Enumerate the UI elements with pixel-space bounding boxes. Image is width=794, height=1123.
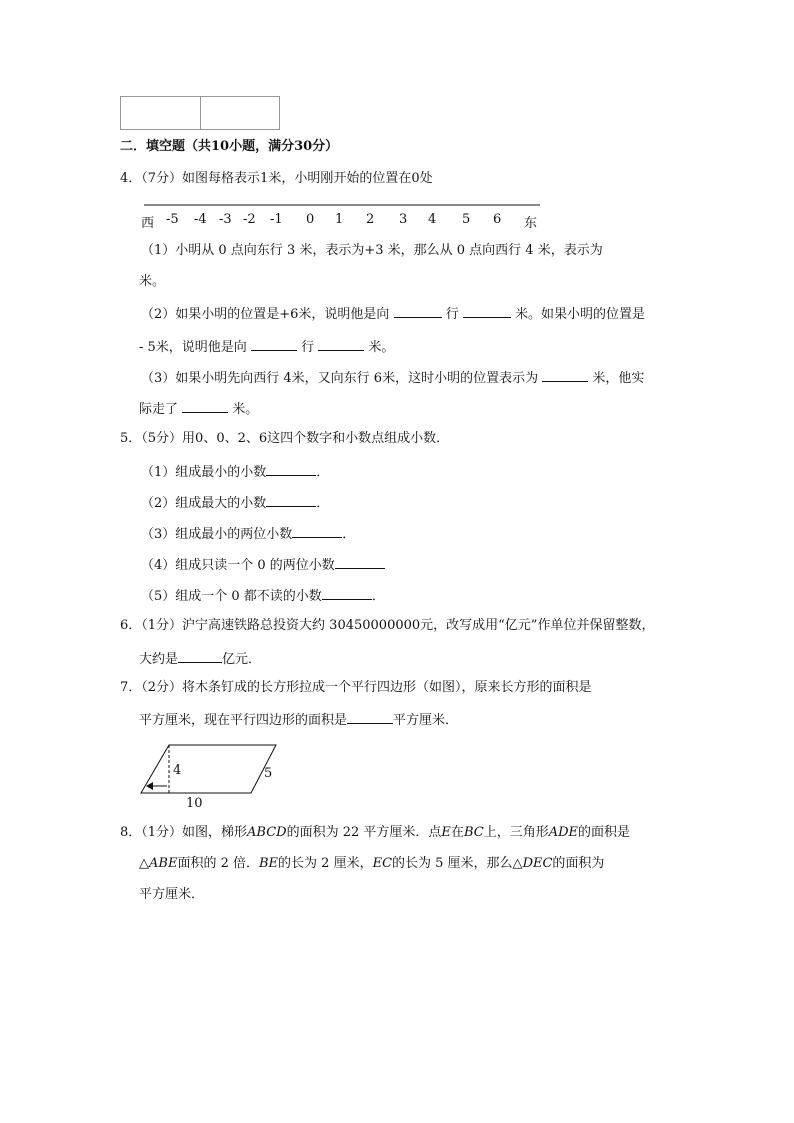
number-line-tick: -3 <box>219 212 232 227</box>
q8-var: ABCD <box>247 825 287 840</box>
q8-text: 的面积为 <box>552 856 605 871</box>
q7-text: 平方厘米，现在平行四边形的面积是 <box>139 713 348 728</box>
q6-text: 大约是 <box>139 652 179 667</box>
q6-line1: 6．（1分）沪宁高速铁路总投资大约 30450000000元，改写成用“亿元”作单位并保留整数， <box>120 618 655 633</box>
q4-stem: 4．（7分）如图每格表示1米，小明刚开始的位置在0处 <box>120 171 433 186</box>
number-line-tick: 0 <box>306 212 315 227</box>
parallelogram-base-label: 10 <box>186 796 203 811</box>
q4-part2-text: 行 <box>301 340 315 355</box>
q4-part1-line2: 米。 <box>139 274 166 289</box>
q8-var: EC <box>372 856 393 871</box>
q4-part2-text: 米。如果小明的位置是 <box>515 307 646 322</box>
q4-part1-line1: （1）小明从 0 点向东行 3 米，表示为+3 米，那么从 0 点向西行 4 米，表示为 <box>141 243 603 258</box>
q5-item-text: （3）组成最小的两位小数 <box>141 527 293 542</box>
section-title: 二．填空题（共10小题，满分30分） <box>120 139 339 154</box>
q7-text: 平方厘米． <box>393 713 459 728</box>
q8-var: ADE <box>548 825 579 840</box>
q8-var: BE <box>258 856 279 871</box>
q8-var: BC <box>463 825 484 840</box>
number-line-tick: -5 <box>166 212 179 227</box>
q7-line1: 7．（2分）将木条钉成的长方形拉成一个平行四边形（如图），原来长方形的面积是 <box>120 680 592 695</box>
number-line-tick: 5 <box>462 212 471 227</box>
number-line-tick: 3 <box>399 212 408 227</box>
q8-text: 的面积为 22 平方厘米．点 <box>286 825 442 840</box>
number-line-tick: -2 <box>243 212 256 227</box>
number-line-tick: -1 <box>270 212 283 227</box>
number-line-west: 西 <box>141 216 155 231</box>
q6-text: 亿元． <box>222 652 262 667</box>
number-line-east: 东 <box>524 216 538 231</box>
q4-part2-text: （2）如果小明的位置是+6米，说明他是向 <box>141 307 390 322</box>
number-line-tick: 4 <box>428 212 437 227</box>
parallelogram-side-label: 5 <box>264 766 273 781</box>
q4-part2-text: - 5米，说明他是向 <box>139 340 247 355</box>
q8-text: △ <box>139 856 149 871</box>
q8-text: 的长为 2 厘米， <box>278 856 373 871</box>
q8-text: 上，三角形 <box>483 825 549 840</box>
q4-part2-text: 行 <box>445 307 459 322</box>
q4-part3-text: 米。 <box>232 402 259 417</box>
q8-text: 在 <box>450 825 464 840</box>
q8-var: ABE <box>149 856 178 871</box>
number-line-tick: 1 <box>335 212 344 227</box>
q4-part3-text: 米，他实 <box>592 371 645 386</box>
q8-line1 <box>120 825 630 841</box>
q5-item-text: （2）组成最大的小数 <box>141 496 267 511</box>
parallelogram-height-label: 4 <box>173 763 182 778</box>
number-line-tick: 6 <box>493 212 502 227</box>
q8-text: 8．（1分）如图，梯形 <box>120 825 248 840</box>
q8-var: E <box>441 825 451 840</box>
q5-item-text: （1）组成最小的小数 <box>141 465 267 480</box>
q8-var: DEC <box>522 856 553 871</box>
q4-part3-text: （3）如果小明先向西行 4米，又向东行 6米，这时小明的位置表示为 <box>141 371 539 386</box>
number-line-tick: -4 <box>194 212 207 227</box>
q8-line2 <box>139 856 604 872</box>
q5-item-end: ． <box>316 496 330 511</box>
q8-text: 面积的 2 倍． <box>177 856 259 871</box>
q8-text: 的长为 5 厘米，那么△ <box>392 856 523 871</box>
number-line-tick: 2 <box>366 212 375 227</box>
q5-item-end: ． <box>316 465 330 480</box>
q8-line3: 平方厘米． <box>139 887 205 902</box>
q5-stem: 5．（5分）用0、0、2、6这四个数字和小数点组成小数． <box>120 431 450 446</box>
q4-part3-text: 际走了 <box>139 402 179 417</box>
q4-part2-text: 米。 <box>368 340 395 355</box>
q5-item-text: （4）组成只读一个 0 的两位小数 <box>141 558 335 573</box>
q8-text: 的面积是 <box>578 825 631 840</box>
q5-item-text: （5）组成一个 0 都不读的小数 <box>141 589 322 604</box>
q5-item-end: ． <box>371 589 385 604</box>
q5-item-end: ． <box>342 527 356 542</box>
